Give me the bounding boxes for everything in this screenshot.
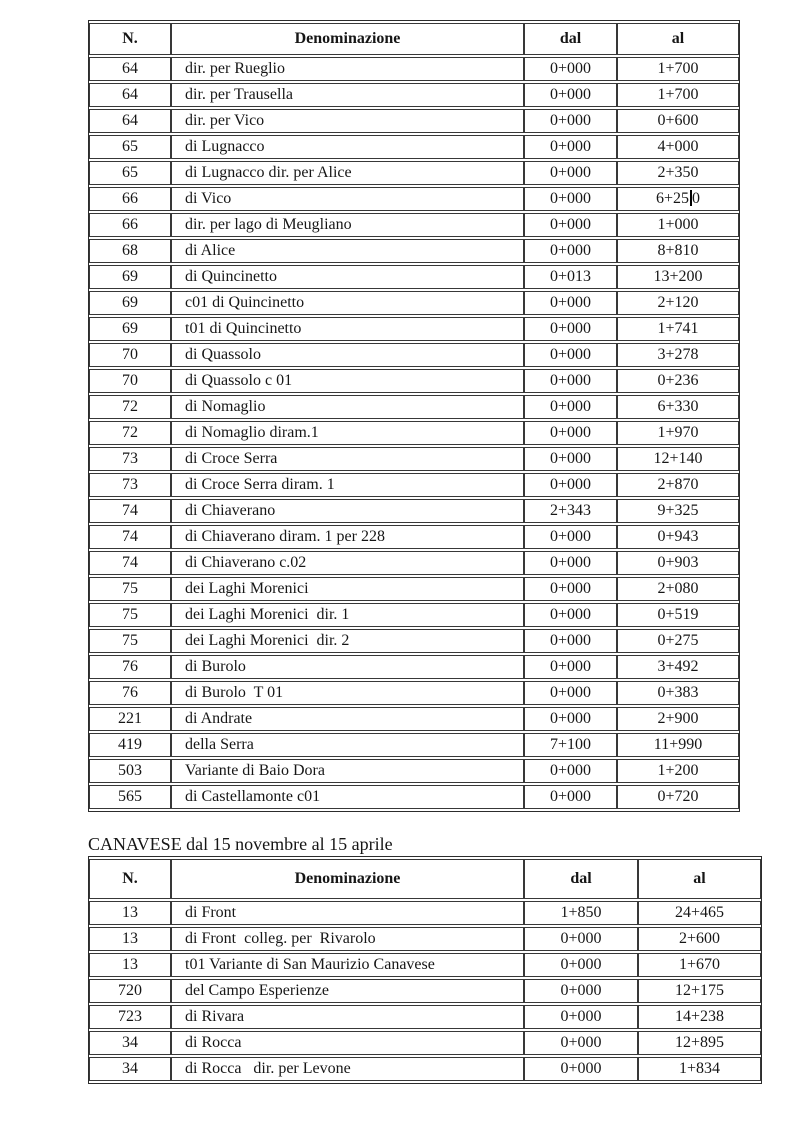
column-header-dal[interactable]: dal [524, 23, 617, 55]
cell-dal[interactable]: 0+000 [524, 1057, 638, 1081]
cell-dal[interactable]: 0+000 [524, 343, 617, 367]
table-row [89, 655, 739, 679]
cell-denominazione[interactable]: di Front [171, 901, 524, 925]
table-row [89, 1005, 761, 1029]
cell-al[interactable]: 1+200 [617, 759, 739, 783]
cell-denominazione[interactable]: dei Laghi Morenici [171, 577, 524, 601]
column-header-al[interactable]: al [638, 859, 761, 899]
cell-n[interactable]: 75 [89, 603, 171, 627]
table-row [89, 1031, 761, 1055]
cell-n[interactable]: 68 [89, 239, 171, 263]
cell-denominazione[interactable]: dei Laghi Morenici dir. 1 [171, 603, 524, 627]
table-row [89, 759, 739, 783]
header-row [89, 23, 739, 55]
cell-al[interactable]: 12+140 [617, 447, 739, 471]
cell-al[interactable]: 3+278 [617, 343, 739, 367]
cell-denominazione[interactable]: dir. per Trausella [171, 83, 524, 107]
cell-n[interactable]: 34 [89, 1057, 171, 1081]
cell-n[interactable]: 69 [89, 265, 171, 289]
cell-denominazione[interactable]: t01 Variante di San Maurizio Canavese [171, 953, 524, 977]
table-row [89, 135, 739, 159]
cell-dal[interactable]: 0+000 [524, 927, 638, 951]
cell-denominazione[interactable]: di Front colleg. per Rivarolo [171, 927, 524, 951]
cell-al[interactable]: 2+900 [617, 707, 739, 731]
cell-dal[interactable]: 0+000 [524, 83, 617, 107]
cell-dal[interactable]: 0+000 [524, 395, 617, 419]
cell-denominazione[interactable]: di Andrate [171, 707, 524, 731]
cell-denominazione[interactable]: dir. per Vico [171, 109, 524, 133]
cell-n[interactable]: 503 [89, 759, 171, 783]
table-row [89, 395, 739, 419]
cell-al[interactable]: 6+330 [617, 395, 739, 419]
cell-al[interactable]: 24+465 [638, 901, 761, 925]
cell-n[interactable]: 64 [89, 57, 171, 81]
table-row [89, 213, 739, 237]
cell-n[interactable]: 65 [89, 161, 171, 185]
cell-al[interactable]: 2+120 [617, 291, 739, 315]
cell-n[interactable]: 76 [89, 655, 171, 679]
table-row [89, 707, 739, 731]
table-row [89, 447, 739, 471]
cell-dal[interactable]: 0+000 [524, 317, 617, 341]
cell-al[interactable]: 2+600 [638, 927, 761, 951]
column-header-al[interactable]: al [617, 23, 739, 55]
cell-al[interactable]: 0+943 [617, 525, 739, 549]
table-row [89, 979, 761, 1003]
table-row [89, 239, 739, 263]
cell-al[interactable]: 0+519 [617, 603, 739, 627]
table-row [89, 603, 739, 627]
cell-denominazione[interactable]: Variante di Baio Dora [171, 759, 524, 783]
cell-al[interactable]: 2+870 [617, 473, 739, 497]
cell-n[interactable]: 69 [89, 317, 171, 341]
cell-denominazione[interactable]: dir. per Rueglio [171, 57, 524, 81]
cell-al[interactable]: 1+700 [617, 83, 739, 107]
table-row [89, 733, 739, 757]
table-body [89, 57, 739, 809]
cell-al[interactable]: 1+670 [638, 953, 761, 977]
table-row [89, 421, 739, 445]
cell-n[interactable]: 65 [89, 135, 171, 159]
cell-denominazione[interactable]: di Rocca [171, 1031, 524, 1055]
cell-dal[interactable]: 0+000 [524, 603, 617, 627]
cell-dal[interactable]: 0+000 [524, 629, 617, 653]
cell-n[interactable]: 73 [89, 473, 171, 497]
table-row [89, 473, 739, 497]
cell-al[interactable]: 11+990 [617, 733, 739, 757]
cell-dal[interactable]: 0+000 [524, 577, 617, 601]
cell-denominazione[interactable]: di Burolo T 01 [171, 681, 524, 705]
table-row [89, 161, 739, 185]
table-row [89, 187, 739, 211]
road-table-upper [88, 20, 740, 812]
cell-denominazione[interactable]: di Burolo [171, 655, 524, 679]
cell-al[interactable]: 12+175 [638, 979, 761, 1003]
cell-n[interactable]: 74 [89, 551, 171, 575]
table-row [89, 785, 739, 809]
cell-n[interactable]: 74 [89, 525, 171, 549]
table-row [89, 291, 739, 315]
cell-n[interactable]: 74 [89, 499, 171, 523]
cell-denominazione[interactable]: di Nomaglio diram.1 [171, 421, 524, 445]
road-table-canavese [88, 856, 762, 1084]
cell-denominazione[interactable]: di Castellamonte c01 [171, 785, 524, 809]
cell-n[interactable]: 565 [89, 785, 171, 809]
table-row [89, 927, 761, 951]
cell-denominazione[interactable]: di Rocca dir. per Levone [171, 1057, 524, 1081]
cell-n[interactable]: 72 [89, 421, 171, 445]
table-row [89, 953, 761, 977]
cell-dal[interactable]: 0+000 [524, 655, 617, 679]
cell-dal[interactable]: 0+000 [524, 681, 617, 705]
table-row [89, 629, 739, 653]
cell-denominazione[interactable]: di Quincinetto [171, 265, 524, 289]
table-row [89, 343, 739, 367]
cell-dal[interactable]: 2+343 [524, 499, 617, 523]
cell-n[interactable]: 720 [89, 979, 171, 1003]
cell-denominazione[interactable]: di Alice [171, 239, 524, 263]
cell-denominazione[interactable]: di Quassolo [171, 343, 524, 367]
cell-denominazione[interactable]: t01 di Quincinetto [171, 317, 524, 341]
cell-dal[interactable]: 0+000 [524, 1031, 638, 1055]
section-heading-canavese[interactable]: CANAVESE dal 15 novembre al 15 aprile [88, 834, 393, 854]
cell-dal[interactable]: 0+000 [524, 291, 617, 315]
cell-dal[interactable]: 0+000 [524, 135, 617, 159]
table-row [89, 499, 739, 523]
cell-al[interactable]: 1+834 [638, 1057, 761, 1081]
cell-denominazione[interactable]: di Lugnacco [171, 135, 524, 159]
cell-dal[interactable]: 0+000 [524, 239, 617, 263]
table-row [89, 525, 739, 549]
cell-denominazione[interactable]: del Campo Esperienze [171, 979, 524, 1003]
cell-dal[interactable]: 0+000 [524, 551, 617, 575]
cell-al[interactable]: 4+000 [617, 135, 739, 159]
cell-denominazione[interactable]: di Croce Serra [171, 447, 524, 471]
table-row [89, 265, 739, 289]
cell-dal[interactable]: 0+000 [524, 447, 617, 471]
column-header-den[interactable]: Denominazione [171, 23, 524, 55]
table-row [89, 369, 739, 393]
cell-denominazione[interactable]: della Serra [171, 733, 524, 757]
cell-denominazione[interactable]: dir. per lago di Meugliano [171, 213, 524, 237]
cell-dal[interactable]: 0+000 [524, 213, 617, 237]
column-header-n[interactable]: N. [89, 23, 171, 55]
cell-n[interactable]: 13 [89, 901, 171, 925]
cell-dal[interactable]: 0+000 [524, 187, 617, 211]
cell-dal[interactable]: 0+000 [524, 421, 617, 445]
cell-n[interactable]: 13 [89, 927, 171, 951]
cell-al[interactable]: 0+275 [617, 629, 739, 653]
table-row [89, 109, 739, 133]
cell-denominazione[interactable]: c01 di Quincinetto [171, 291, 524, 315]
cell-al[interactable]: 0+600 [617, 109, 739, 133]
cell-denominazione[interactable]: di Chiaverano c.02 [171, 551, 524, 575]
cell-n[interactable]: 66 [89, 187, 171, 211]
text-cursor [690, 190, 692, 206]
cell-al[interactable]: 13+200 [617, 265, 739, 289]
cell-denominazione[interactable]: di Rivara [171, 1005, 524, 1029]
cell-n[interactable]: 76 [89, 681, 171, 705]
cell-al[interactable]: 0+903 [617, 551, 739, 575]
cell-dal[interactable]: 0+000 [524, 109, 617, 133]
table-row [89, 551, 739, 575]
cell-dal[interactable]: 0+000 [524, 979, 638, 1003]
cell-dal[interactable]: 0+013 [524, 265, 617, 289]
cell-al[interactable]: 0+720 [617, 785, 739, 809]
cell-dal[interactable]: 0+000 [524, 953, 638, 977]
cell-n[interactable]: 73 [89, 447, 171, 471]
table-row [89, 83, 739, 107]
cell-n[interactable]: 419 [89, 733, 171, 757]
cell-denominazione[interactable]: di Chiaverano diram. 1 per 228 [171, 525, 524, 549]
table-row [89, 577, 739, 601]
cell-dal[interactable]: 0+000 [524, 759, 617, 783]
cell-n[interactable]: 723 [89, 1005, 171, 1029]
cell-denominazione[interactable]: di Quassolo c 01 [171, 369, 524, 393]
cell-n[interactable]: 64 [89, 109, 171, 133]
cell-al[interactable]: 3+492 [617, 655, 739, 679]
cell-dal[interactable]: 0+000 [524, 1005, 638, 1029]
table-row [89, 57, 739, 81]
cell-denominazione[interactable]: di Chiaverano [171, 499, 524, 523]
cell-al[interactable]: 1+970 [617, 421, 739, 445]
cell-denominazione[interactable]: di Nomaglio [171, 395, 524, 419]
cell-dal[interactable]: 0+000 [524, 57, 617, 81]
cell-n[interactable]: 70 [89, 369, 171, 393]
cell-dal[interactable]: 0+000 [524, 473, 617, 497]
cell-n[interactable]: 221 [89, 707, 171, 731]
cell-al[interactable]: 1+741 [617, 317, 739, 341]
cell-dal[interactable]: 0+000 [524, 161, 617, 185]
cell-n[interactable]: 34 [89, 1031, 171, 1055]
table-row [89, 317, 739, 341]
cell-n[interactable]: 69 [89, 291, 171, 315]
cell-al[interactable]: 2+080 [617, 577, 739, 601]
cell-dal[interactable]: 1+850 [524, 901, 638, 925]
cell-n[interactable]: 72 [89, 395, 171, 419]
cell-denominazione[interactable]: dei Laghi Morenici dir. 2 [171, 629, 524, 653]
cell-n[interactable]: 70 [89, 343, 171, 367]
table-body [89, 901, 761, 1081]
cell-dal[interactable]: 7+100 [524, 733, 617, 757]
cell-al[interactable]: 0+236 [617, 369, 739, 393]
cell-n[interactable]: 13 [89, 953, 171, 977]
cell-n[interactable]: 66 [89, 213, 171, 237]
cell-dal[interactable]: 0+000 [524, 707, 617, 731]
cell-al[interactable]: 9+325 [617, 499, 739, 523]
cell-al[interactable]: 0+383 [617, 681, 739, 705]
table-row [89, 681, 739, 705]
cell-al[interactable]: 1+000 [617, 213, 739, 237]
cell-al[interactable]: 14+238 [638, 1005, 761, 1029]
column-header-dal[interactable]: dal [524, 859, 638, 899]
cell-dal[interactable]: 0+000 [524, 525, 617, 549]
cell-al[interactable]: 8+810 [617, 239, 739, 263]
cell-n[interactable]: 75 [89, 577, 171, 601]
cell-dal[interactable]: 0+000 [524, 369, 617, 393]
cell-dal[interactable]: 0+000 [524, 785, 617, 809]
column-header-n[interactable]: N. [89, 859, 171, 899]
table-row [89, 1057, 761, 1081]
cell-al[interactable]: 1+700 [617, 57, 739, 81]
cell-denominazione[interactable]: di Lugnacco dir. per Alice [171, 161, 524, 185]
cell-n[interactable]: 75 [89, 629, 171, 653]
cell-al[interactable]: 2+350 [617, 161, 739, 185]
cell-al[interactable]: 12+895 [638, 1031, 761, 1055]
cell-denominazione[interactable]: di Vico [171, 187, 524, 211]
header-row [89, 859, 761, 899]
cell-n[interactable]: 64 [89, 83, 171, 107]
cell-al[interactable]: 6+25 0 [617, 187, 739, 211]
column-header-den[interactable]: Denominazione [171, 859, 524, 899]
table-row [89, 901, 761, 925]
cell-denominazione[interactable]: di Croce Serra diram. 1 [171, 473, 524, 497]
